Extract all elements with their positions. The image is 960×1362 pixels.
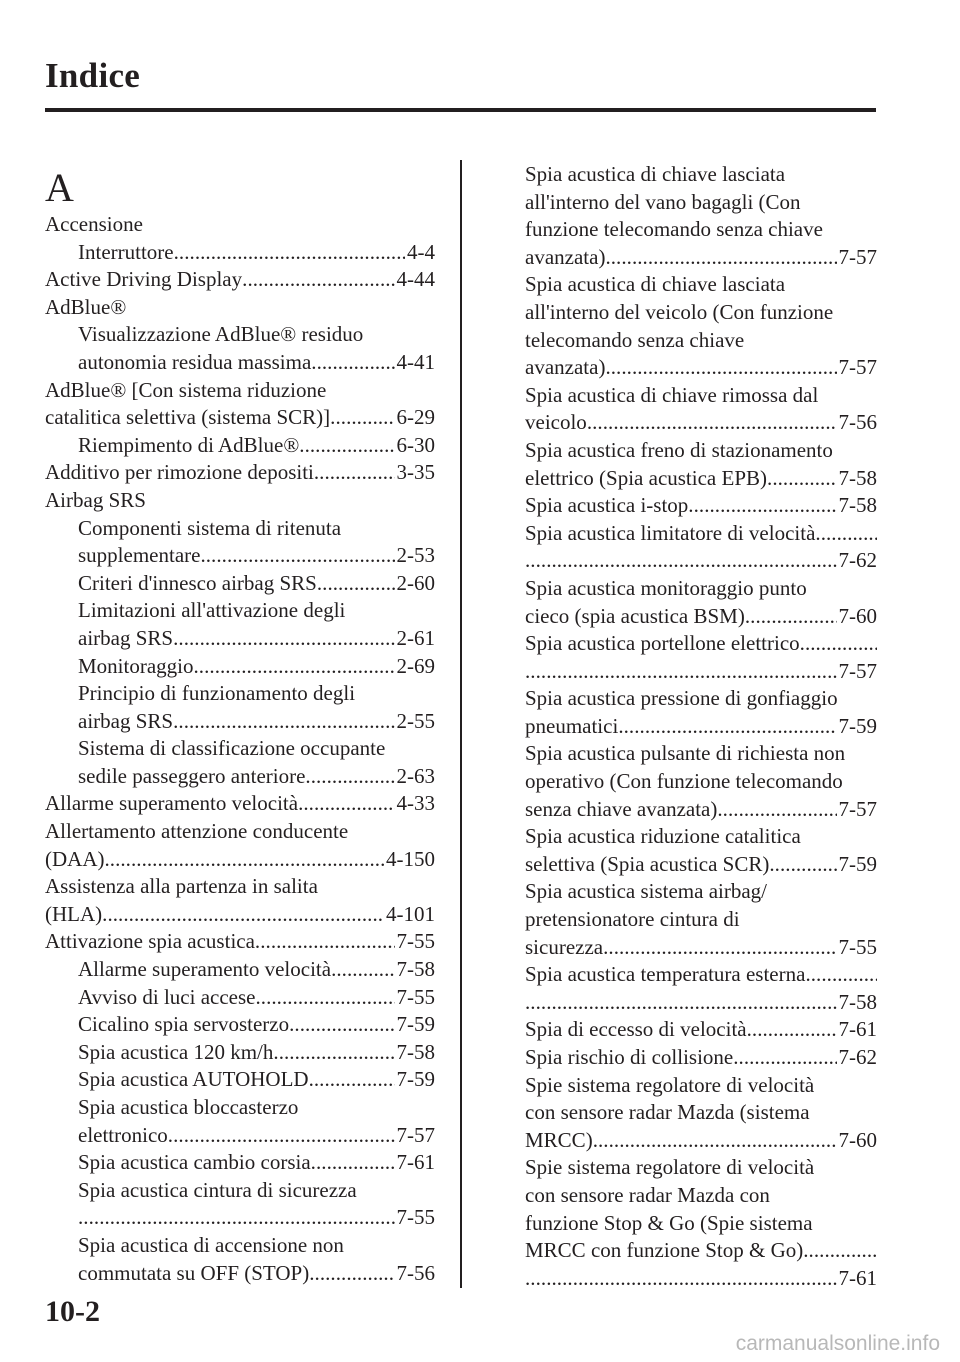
- index-entry: [525, 796, 877, 824]
- entry-text: Monitoraggio: [78, 653, 194, 678]
- header-rule: [45, 108, 876, 112]
- entry-text: Spia acustica di chiave lasciata: [525, 162, 786, 186]
- entry-text: Spia acustica pressione di gonfiaggio: [525, 686, 838, 711]
- dot-leader: [309, 1066, 395, 1094]
- index-entry: [45, 266, 435, 294]
- entry-text: all'interno del vano bagagli (Con: [525, 189, 801, 214]
- page-reference: 6-29: [396, 405, 435, 430]
- entry-text: Allarme superamento velocità: [78, 957, 332, 982]
- entry-text: avanzata): [525, 355, 606, 380]
- index-entry: [45, 708, 435, 736]
- entry-text: Spia acustica bloccasterzo: [78, 1095, 299, 1119]
- page-reference: 2-55: [396, 708, 435, 733]
- entry-text: avanzata): [525, 244, 606, 269]
- dot-leader: [273, 1039, 394, 1067]
- column-divider: [460, 160, 462, 1288]
- page-reference: 7-57: [838, 355, 877, 380]
- index-entry: [525, 189, 877, 217]
- dot-leader: [605, 244, 836, 272]
- entry-text: (DAA): [45, 846, 105, 871]
- entry-text: Spia acustica monitoraggio punto: [525, 575, 807, 600]
- index-entry: [45, 459, 435, 487]
- index-entry: [525, 327, 877, 355]
- entry-text: Principio di funzionamento degli: [78, 681, 356, 706]
- dot-leader: [767, 465, 836, 493]
- dot-leader: [305, 763, 394, 791]
- index-entry: [525, 465, 877, 493]
- entry-text: Componenti sistema di ritenuta: [78, 515, 342, 540]
- entry-text: Assistenza alla partenza in salita: [45, 874, 318, 899]
- page-reference: 2-53: [396, 543, 435, 568]
- index-entry: [525, 1210, 877, 1238]
- entry-text: Spia acustica cambio corsia: [78, 1150, 311, 1175]
- dot-leader: [255, 928, 395, 956]
- index-entry: [525, 354, 877, 382]
- index-column-left: [45, 211, 435, 1287]
- dot-leader: [525, 658, 837, 686]
- entry-text: Additivo per rimozione depositi: [45, 460, 314, 485]
- index-entry: [45, 846, 435, 874]
- page-reference: 7-57: [838, 796, 877, 821]
- entry-text: all'interno del veicolo (Con funzione: [525, 299, 834, 324]
- index-entry: [45, 680, 435, 708]
- entry-text: pneumatici: [525, 713, 619, 738]
- page-reference: 7-58: [396, 1039, 435, 1064]
- page-reference: 4-33: [396, 791, 435, 816]
- index-entry: [45, 1066, 435, 1094]
- index-entry: [45, 1204, 435, 1232]
- index-entry: [525, 244, 877, 272]
- index-entry: [45, 653, 435, 681]
- dot-leader: [815, 520, 877, 548]
- entry-text: supplementare: [78, 543, 201, 568]
- index-entry: [525, 823, 877, 851]
- entry-text: Spia acustica riduzione catalitica: [525, 824, 801, 849]
- entry-text: pretensionatore cintura di: [525, 907, 740, 932]
- dot-leader: [747, 1016, 837, 1044]
- index-entry: [525, 271, 877, 299]
- dot-leader: [525, 1265, 837, 1293]
- index-entry: [525, 906, 877, 934]
- entry-text: sedile passeggero anteriore: [78, 763, 306, 788]
- dot-leader: [168, 1122, 395, 1150]
- index-entry: [525, 437, 877, 465]
- entry-text: Spia acustica i-stop: [525, 493, 689, 518]
- index-entry: [45, 1149, 435, 1177]
- index-entry: [45, 211, 435, 239]
- entry-text: con sensore radar Mazda con: [525, 1182, 770, 1207]
- page-reference: 6-30: [396, 432, 435, 457]
- dot-leader: [200, 542, 394, 570]
- dot-leader: [311, 1149, 395, 1177]
- entry-text: veicolo: [525, 410, 587, 435]
- index-entry: [45, 790, 435, 818]
- page-reference: 2-61: [396, 625, 435, 650]
- dot-leader: [618, 713, 836, 741]
- dot-leader: [803, 1237, 877, 1265]
- index-entry: [45, 1232, 435, 1260]
- index-entry: [45, 487, 435, 515]
- entry-text: Avviso di luci accese: [78, 984, 256, 1009]
- index-entry: [525, 658, 877, 686]
- dot-leader: [242, 266, 394, 294]
- index-entry: [45, 404, 435, 432]
- dot-leader: [299, 432, 394, 460]
- entry-text: MRCC con funzione Stop & Go): [525, 1238, 804, 1263]
- dot-leader: [805, 961, 877, 989]
- index-entry: [525, 713, 877, 741]
- entry-text: Spia acustica freno di stazionamento: [525, 437, 833, 462]
- entry-text: Allarme superamento velocità: [45, 791, 299, 816]
- index-entry: [525, 520, 877, 548]
- index-entry: [525, 547, 877, 575]
- page-reference: 7-61: [396, 1150, 435, 1175]
- entry-text: senza chiave avanzata): [525, 796, 718, 821]
- index-entry: [525, 409, 877, 437]
- entry-text: AdBlue®: [45, 294, 127, 319]
- dot-leader: [603, 934, 836, 962]
- page-reference: 4-4: [407, 239, 435, 264]
- index-entry: [45, 432, 435, 460]
- page-reference: 4-101: [386, 901, 435, 926]
- dot-leader: [173, 625, 394, 653]
- index-entry: [525, 575, 877, 603]
- index-entry: [45, 1039, 435, 1067]
- index-entry: [525, 1127, 877, 1155]
- dot-leader: [311, 349, 394, 377]
- entry-text: cieco (spia acustica BSM): [525, 603, 745, 628]
- entry-text: Spia acustica portellone elettrico: [525, 631, 800, 656]
- index-entry: [525, 161, 877, 189]
- dot-leader: [331, 956, 394, 984]
- index-entry: [45, 542, 435, 570]
- page-reference: 7-60: [838, 603, 877, 628]
- index-entry: [45, 1094, 435, 1122]
- dot-leader: [309, 1260, 394, 1288]
- dot-leader: [525, 989, 837, 1017]
- entry-text: Active Driving Display: [45, 267, 243, 292]
- page-reference: 7-59: [396, 1067, 435, 1092]
- page-reference: 2-69: [396, 653, 435, 678]
- page-reference: 7-57: [838, 244, 877, 269]
- dot-leader: [733, 1044, 836, 1072]
- index-entry: [45, 818, 435, 846]
- entry-text: sicurezza: [525, 934, 604, 959]
- index-entry: [525, 1016, 877, 1044]
- entry-text: elettronico: [78, 1122, 168, 1147]
- index-entry: [45, 984, 435, 1012]
- index-entry: [525, 961, 877, 989]
- index-entry: [525, 382, 877, 410]
- dot-leader: [104, 846, 384, 874]
- index-entry: [45, 873, 435, 901]
- index-entry: [525, 1099, 877, 1127]
- index-entry: [525, 1072, 877, 1100]
- entry-text: Sistema di classificazione occupante: [78, 736, 386, 761]
- index-entry: [525, 1182, 877, 1210]
- dot-leader: [745, 603, 837, 631]
- index-entry: [45, 956, 435, 984]
- index-entry: [525, 492, 877, 520]
- page-reference: 7-55: [396, 929, 435, 954]
- entry-text: Visualizzazione AdBlue® residuo: [78, 322, 364, 347]
- entry-text: commutata su OFF (STOP): [78, 1260, 310, 1285]
- index-entry: [525, 1044, 877, 1072]
- page-reference: 7-58: [838, 989, 877, 1014]
- index-entry: [525, 878, 877, 906]
- dot-leader: [314, 459, 395, 487]
- entry-text: Spia acustica temperatura esterna: [525, 962, 806, 987]
- dot-leader: [587, 409, 837, 437]
- page-reference: 3-35: [396, 460, 435, 485]
- index-entry: [525, 299, 877, 327]
- entry-text: Spia di eccesso di velocità: [525, 1017, 747, 1042]
- entry-text: Spie sistema regolatore di velocità: [525, 1072, 815, 1097]
- page-reference: 7-58: [838, 465, 877, 490]
- section-letter: A: [45, 165, 74, 210]
- entry-text: Spia acustica limitatore di velocità: [525, 520, 816, 545]
- dot-leader: [769, 851, 836, 879]
- entry-text: Spia acustica di chiave lasciata: [525, 272, 786, 297]
- page-reference: 7-59: [396, 1012, 435, 1037]
- page-reference: 4-150: [386, 846, 435, 871]
- dot-leader: [593, 1127, 837, 1155]
- page-reference: 2-63: [396, 763, 435, 788]
- dot-leader: [78, 1204, 395, 1232]
- index-entry: [525, 1237, 877, 1265]
- page-reference: 4-41: [396, 349, 435, 374]
- index-entry: [525, 740, 877, 768]
- index-entry: [45, 625, 435, 653]
- entry-text: Accensione: [45, 212, 143, 236]
- index-column-right: [525, 161, 877, 1292]
- page-reference: 7-58: [396, 957, 435, 982]
- dot-leader: [330, 404, 394, 432]
- dot-leader: [174, 239, 405, 267]
- page-reference: 7-59: [838, 713, 877, 738]
- page-reference: 7-62: [838, 548, 877, 573]
- entry-text: Riempimento di AdBlue®: [78, 432, 300, 457]
- entry-text: Spia acustica cintura di sicurezza: [78, 1177, 357, 1202]
- entry-text: Spia acustica sistema airbag/: [525, 879, 768, 904]
- index-entry: [525, 603, 877, 631]
- entry-text: Spia acustica di accensione non: [78, 1232, 344, 1257]
- dot-leader: [525, 547, 837, 575]
- entry-text: catalitica selettiva (sistema SCR)]: [45, 405, 331, 430]
- index-entry: [525, 851, 877, 879]
- watermark: carmanualsonline.info: [735, 1332, 940, 1355]
- dot-leader: [800, 630, 877, 658]
- index-entry: [45, 735, 435, 763]
- entry-text: Spie sistema regolatore di velocità: [525, 1155, 815, 1180]
- page-reference: 7-55: [396, 984, 435, 1009]
- entry-text: Airbag SRS: [45, 487, 146, 512]
- entry-text: Spia acustica 120 km/h: [78, 1039, 274, 1064]
- index-entry: [525, 685, 877, 713]
- dot-leader: [255, 984, 394, 1012]
- index-entry: [45, 763, 435, 791]
- index-entry: [45, 1011, 435, 1039]
- page-reference: 7-56: [396, 1260, 435, 1285]
- entry-text: AdBlue® [Con sistema riduzione: [45, 377, 327, 402]
- entry-text: Interruttore: [78, 239, 174, 264]
- entry-text: Spia acustica pulsante di richiesta non: [525, 741, 846, 766]
- dot-leader: [605, 354, 836, 382]
- index-entry: [45, 1260, 435, 1288]
- entry-text: elettrico (Spia acustica EPB): [525, 465, 768, 490]
- index-entry: [45, 377, 435, 405]
- index-entry: [45, 928, 435, 956]
- entry-text: Spia acustica di chiave rimossa dal: [525, 382, 819, 407]
- index-entry: [525, 934, 877, 962]
- dot-leader: [688, 492, 836, 520]
- index-entry: [45, 1122, 435, 1150]
- dot-leader: [102, 901, 384, 929]
- entry-text: autonomia residua massima: [78, 349, 312, 374]
- page-reference: 7-61: [838, 1265, 877, 1290]
- index-entry: [45, 597, 435, 625]
- entry-text: selettiva (Spia acustica SCR): [525, 851, 770, 876]
- page-reference: 7-58: [838, 493, 877, 518]
- entry-text: Spia acustica AUTOHOLD: [78, 1067, 309, 1092]
- dot-leader: [289, 1011, 394, 1039]
- entry-text: Attivazione spia acustica: [45, 929, 255, 954]
- index-entry: [45, 349, 435, 377]
- entry-text: Cicalino spia servosterzo: [78, 1012, 290, 1037]
- index-entry: [525, 216, 877, 244]
- page-reference: 7-55: [396, 1205, 435, 1230]
- page-reference: 7-55: [838, 934, 877, 959]
- dot-leader: [194, 653, 395, 681]
- entry-text: funzione telecomando senza chiave: [525, 217, 823, 242]
- entry-text: operativo (Con funzione telecomando: [525, 769, 843, 794]
- index-entry: [45, 901, 435, 929]
- entry-text: airbag SRS: [78, 625, 174, 650]
- entry-text: MRCC): [525, 1127, 593, 1152]
- index-entry: [525, 1265, 877, 1293]
- entry-text: telecomando senza chiave: [525, 327, 745, 352]
- index-entry: [45, 294, 435, 322]
- dot-leader: [717, 796, 836, 824]
- index-entry: [525, 768, 877, 796]
- page-number: 10-2: [45, 1295, 100, 1328]
- page-reference: 7-56: [838, 410, 877, 435]
- index-entry: [45, 321, 435, 349]
- page-reference: 7-59: [838, 851, 877, 876]
- dot-leader: [298, 790, 394, 818]
- index-entry: [45, 239, 435, 267]
- page-reference: 4-44: [396, 267, 435, 292]
- page-reference: 7-62: [838, 1045, 877, 1069]
- page-reference: 2-60: [396, 570, 435, 595]
- entry-text: Spia rischio di collisione: [525, 1045, 734, 1069]
- entry-text: con sensore radar Mazda (sistema: [525, 1100, 810, 1125]
- entry-text: airbag SRS: [78, 708, 174, 733]
- page-reference: 7-57: [838, 658, 877, 683]
- entry-text: Allertamento attenzione conducente: [45, 819, 349, 844]
- index-entry: [525, 630, 877, 658]
- entry-text: (HLA): [45, 901, 103, 926]
- index-entry: [45, 515, 435, 543]
- index-entry: [525, 989, 877, 1017]
- index-entry: [45, 570, 435, 598]
- entry-text: Limitazioni all'attivazione degli: [78, 598, 346, 623]
- entry-text: funzione Stop & Go (Spie sistema: [525, 1210, 813, 1235]
- index-entry: [45, 1177, 435, 1205]
- page-title: Indice: [45, 56, 141, 95]
- page-reference: 7-57: [396, 1122, 435, 1147]
- index-entry: [525, 1154, 877, 1182]
- dot-leader: [173, 708, 394, 736]
- page-reference: 7-60: [838, 1127, 877, 1152]
- entry-text: Criteri d'innesco airbag SRS: [78, 570, 317, 595]
- dot-leader: [317, 570, 395, 598]
- page-reference: 7-61: [838, 1017, 877, 1042]
